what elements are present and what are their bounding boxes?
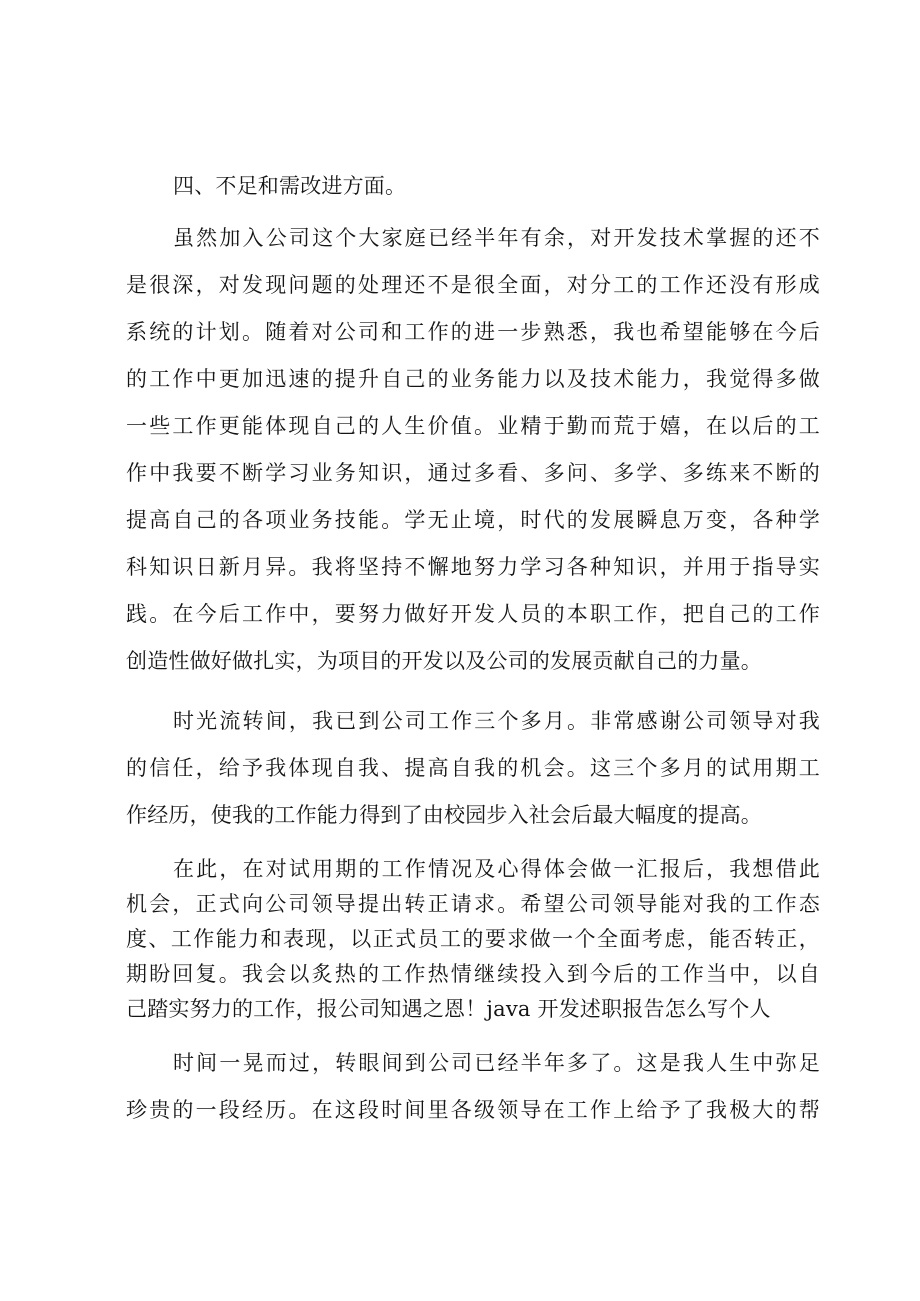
paragraph-2-line-2: 的信任，给予我体现自我、提高自我的机会。这三个多月的试用期工 — [126, 756, 820, 780]
paragraph-2-line-1: 时光流转间，我已到公司工作三个多月。非常感谢公司领导对我 — [173, 709, 820, 733]
paragraph-1-line-3: 系统的计划。随着对公司和工作的进一步熟悉，我也希望能够在今后 — [126, 320, 820, 344]
paragraph-1-line-2: 是很深，对发现问题的处理还不是很全面，对分工的工作还没有形成 — [126, 273, 820, 297]
paragraph-2-line-3: 作经历，使我的工作能力得到了由校园步入社会后最大幅度的提高。 — [126, 803, 762, 827]
paragraph-3-line-1: 在此，在对试用期的工作情况及心得体会做一汇报后，我想借此 — [173, 857, 820, 881]
paragraph-1-line-4: 的工作中更加迅速的提升自己的业务能力以及技术能力，我觉得多做 — [126, 367, 820, 391]
paragraph-3-line-3: 度、工作能力和表现，以正式员工的要求做一个全面考虑，能否转正， — [126, 927, 820, 951]
paragraph-3-line-4: 期盼回复。我会以炙热的工作热情继续投入到今后的工作当中，以自 — [126, 962, 820, 986]
paragraph-1-line-5: 一些工作更能体现自己的人生价值。业精于勤而荒于嬉，在以后的工 — [126, 414, 820, 438]
paragraph-1-line-1: 虽然加入公司这个大家庭已经半年有余，对开发技术掌握的还不 — [173, 226, 820, 250]
section-heading: 四、不足和需改进方面。 — [173, 174, 407, 198]
paragraph-4-line-1: 时间一晃而过，转眼间到公司已经半年多了。这是我人生中弥足 — [173, 1051, 820, 1075]
paragraph-1-line-8: 科知识日新月异。我将坚持不懈地努力学习各种知识，并用于指导实 — [126, 555, 820, 579]
paragraph-3-line-5: 己踏实努力的工作，报公司知遇之恩！java 开发述职报告怎么写个人 — [126, 997, 771, 1021]
paragraph-1-line-7: 提高自己的各项业务技能。学无止境，时代的发展瞬息万变，各种学 — [126, 508, 820, 532]
paragraph-1-line-6: 作中我要不断学习业务知识，通过多看、多问、多学、多练来不断的 — [126, 461, 820, 485]
paragraph-1-line-10: 创造性做好做扎实，为项目的开发以及公司的发展贡献自己的力量。 — [126, 649, 762, 673]
paragraph-4-line-2: 珍贵的一段经历。在这段时间里各级领导在工作上给予了我极大的帮 — [126, 1098, 820, 1122]
paragraph-3-line-2: 机会，正式向公司领导提出转正请求。希望公司领导能对我的工作态 — [126, 892, 820, 916]
paragraph-1-line-9: 践。在今后工作中，要努力做好开发人员的本职工作，把自己的工作 — [126, 602, 820, 626]
